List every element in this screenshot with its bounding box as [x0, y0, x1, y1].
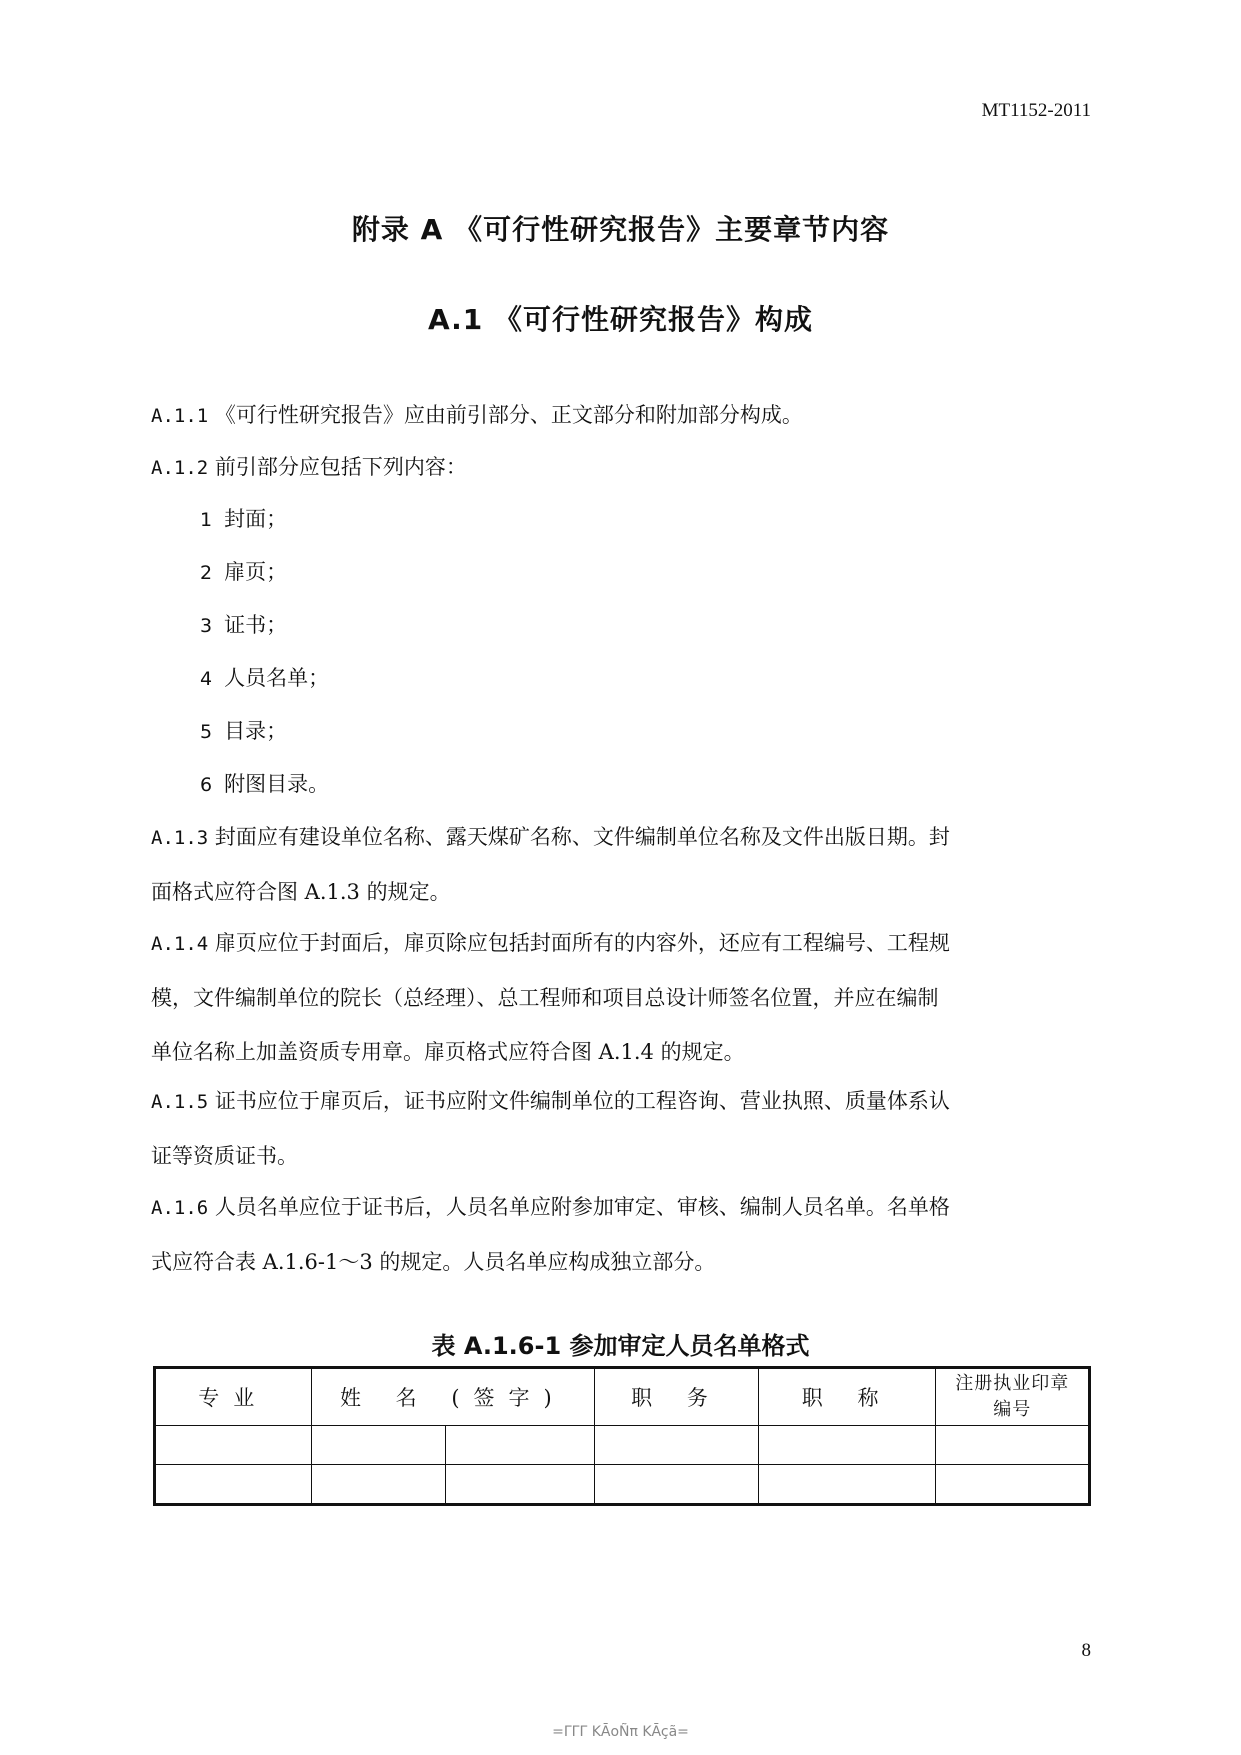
list-item	[200, 545, 287, 600]
clause-a-1-3	[151, 810, 1091, 919]
clause-label: A.1.6	[151, 1197, 209, 1219]
table-caption: 表 A.1.6-1 参加审定人员名单格式	[431, 1332, 810, 1360]
table-cell[interactable]	[155, 1426, 312, 1465]
table-cell[interactable]	[311, 1426, 445, 1465]
list-item	[200, 598, 287, 653]
list-item	[200, 492, 287, 547]
header-title: 职 称	[758, 1368, 936, 1426]
header-seal-line2: 编号	[993, 1399, 1032, 1420]
table-cell[interactable]	[155, 1465, 312, 1505]
clause-text: 证等资质证书。	[151, 1144, 298, 1168]
list-text: 目录；	[224, 719, 288, 743]
clause-label: A.1.5	[151, 1091, 209, 1113]
clause-text: 扉页应位于封面后，扉页除应包括封面所有的内容外，还应有工程编号、工程规	[214, 931, 950, 955]
header-seal-line1: 注册执业印章	[955, 1373, 1070, 1394]
list-text: 附图目录。	[224, 772, 330, 796]
table-cell[interactable]	[936, 1426, 1090, 1465]
list-number: 1	[200, 509, 213, 531]
table-cell[interactable]	[445, 1465, 594, 1505]
list-item	[200, 651, 329, 706]
list-number: 2	[200, 562, 213, 584]
list-item	[200, 704, 287, 759]
clause-a-1-4	[151, 916, 1091, 1079]
page-number: 8	[1081, 1640, 1091, 1661]
clause-text: 人员名单应位于证书后，人员名单应附参加审定、审核、编制人员名单。名单格	[214, 1195, 950, 1219]
table-cell[interactable]	[311, 1465, 445, 1505]
clause-text: 单位名称上加盖资质专用章。扉页格式应符合图 A.1.4 的规定。	[151, 1040, 745, 1064]
list-text: 封面；	[224, 507, 288, 531]
table-cell[interactable]	[758, 1465, 936, 1505]
table-cell[interactable]	[595, 1465, 759, 1505]
clause-label: A.1.1	[151, 405, 209, 427]
clause-text: 证书应位于扉页后，证书应附文件编制单位的工程咨询、营业执照、质量体系认	[214, 1089, 950, 1113]
list-item	[200, 757, 329, 812]
table-header-row	[155, 1368, 1090, 1426]
list-text: 证书；	[224, 613, 288, 637]
clause-a-1-6	[151, 1180, 1091, 1289]
clause-text: 封面应有建设单位名称、露天煤矿名称、文件编制单位名称及文件出版日期。封	[214, 825, 950, 849]
clause-text: 面格式应符合图 A.1.3 的规定。	[151, 880, 451, 904]
header-registration-seal	[936, 1368, 1090, 1426]
table-row	[155, 1465, 1090, 1505]
clause-a-1-5	[151, 1074, 1091, 1183]
clause-text: 式应符合表 A.1.6-1～3 的规定。人员名单应构成独立部分。	[151, 1250, 716, 1274]
list-text: 扉页；	[224, 560, 288, 584]
table-row	[155, 1426, 1090, 1465]
personnel-table	[153, 1366, 1091, 1506]
table-cell[interactable]	[445, 1426, 594, 1465]
document-code: MT1152-2011	[981, 100, 1091, 121]
clause-a-1-1	[151, 388, 1091, 443]
footer-text: =ΓΓΓ ΚĀοÑπ ΚĀçã=	[552, 1724, 689, 1740]
list-number: 5	[200, 721, 213, 743]
header-position: 职 务	[595, 1368, 759, 1426]
header-specialty: 专业	[155, 1368, 312, 1426]
clause-a-1-2	[151, 440, 1091, 495]
table-cell[interactable]	[758, 1426, 936, 1465]
clause-text: 前引部分应包括下列内容：	[214, 455, 467, 479]
table-cell[interactable]	[595, 1426, 759, 1465]
list-number: 3	[200, 615, 213, 637]
clause-label: A.1.2	[151, 457, 209, 479]
list-number: 4	[200, 668, 213, 690]
appendix-title: 附录 A 《可行性研究报告》主要章节内容	[351, 213, 890, 246]
clause-text: 《可行性研究报告》应由前引部分、正文部分和附加部分构成。	[214, 403, 803, 427]
clause-label: A.1.3	[151, 827, 209, 849]
clause-text: 模，文件编制单位的院长（总经理）、总工程师和项目总设计师签名位置，并应在编制	[151, 986, 939, 1010]
section-title: A.1 《可行性研究报告》构成	[427, 303, 814, 336]
header-name-signature: 姓 名 (签字)	[311, 1368, 595, 1426]
table-cell[interactable]	[936, 1465, 1090, 1505]
clause-label: A.1.4	[151, 933, 209, 955]
list-number: 6	[200, 774, 213, 796]
list-text: 人员名单；	[224, 666, 330, 690]
